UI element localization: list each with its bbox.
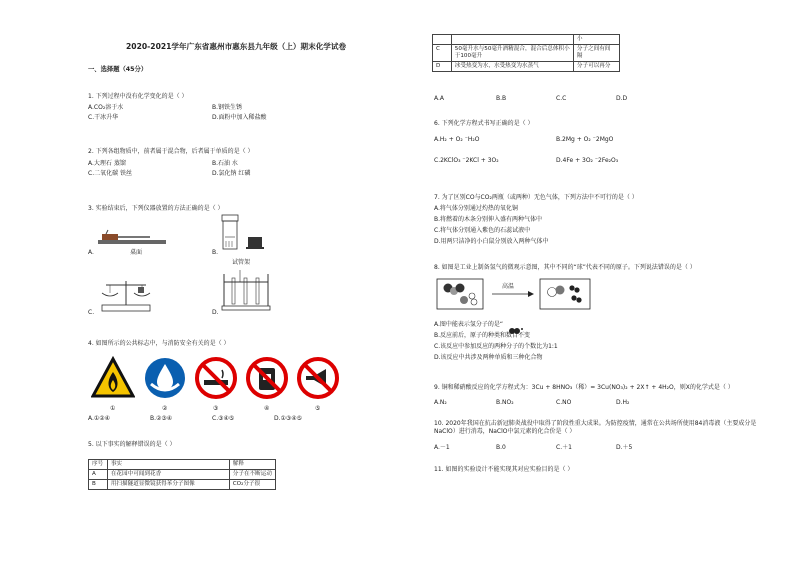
q2-option-d[interactable]: D.氯化钠 红磷	[212, 170, 251, 177]
q8-arrow-label: 高温	[502, 283, 515, 290]
q6-option-a[interactable]: A.H₂ + O₂ ⁻H₂O	[434, 136, 480, 143]
q8-option-a[interactable]: A.图中能表示氢分子的是“	[434, 321, 504, 328]
table-header-cell: 解释	[229, 460, 275, 470]
q10-option-a[interactable]: A.－1	[434, 444, 450, 451]
right-column	[432, 0, 762, 562]
q6-option-b[interactable]: B.2Mg + O₂ ⁻2MgO	[556, 136, 614, 143]
q3-label-rack: 试管架	[232, 259, 251, 266]
q4-stem: 4. 如图所示的公共标志中，与消防安全有关的是（ ）	[88, 340, 230, 347]
table-row	[89, 480, 276, 490]
table-cell: 用扫描隧道显微镜获得苯分子图像	[107, 480, 229, 490]
q10-option-d[interactable]: D.＋5	[616, 444, 633, 451]
q3-label-desk: 桌面	[130, 249, 143, 256]
q9-option-a[interactable]: A.N₂	[434, 399, 447, 406]
q3-figure-b	[220, 213, 270, 259]
q7-option-c[interactable]: C.将气体分别通入紫色的石蕊试液中	[434, 227, 531, 234]
table-cell: 分子可以再分	[573, 62, 619, 72]
q1-option-b[interactable]: B.钢铁生锈	[212, 104, 243, 111]
q6-stem: 6. 下列化学方程式书写正确的是（ ）	[434, 120, 534, 127]
table-header-row	[89, 460, 276, 470]
table-cell: B	[89, 480, 108, 490]
q2-stem: 2. 下列各组物质中，前者属于混合物，后者属于单质的是（ ）	[88, 148, 254, 155]
q1-option-d[interactable]: D.面粉中加入稀盐酸	[212, 114, 267, 121]
sign-number-5: ⑤	[315, 405, 321, 412]
sign-number-3: ③	[213, 405, 219, 412]
q3-option-a[interactable]: A.	[88, 249, 94, 256]
table-cell: A	[89, 470, 108, 480]
q4-option-c[interactable]: C.③④⑤	[212, 415, 235, 422]
q8-reaction-diagram	[436, 278, 616, 314]
q7-option-b[interactable]: B.将燃着的木条分别伸入盛有两种气体中	[434, 216, 543, 223]
table-row	[433, 62, 620, 72]
q8-option-c[interactable]: C.该反应中参加反应的两种分子的个数比为1:1	[434, 343, 558, 350]
table-cell: 分子之间有间隔	[573, 45, 619, 62]
q1-option-a[interactable]: A.CO₂溶于水	[88, 104, 124, 111]
q10-stem: 10. 2020年我国在抗击新冠肺炎战役中取得了阶段性重大成果。为防控疫情，通常在公共场所使用84消毒液（主要成分是NaClO）进行消毒，NaClO中氯元素的化合价是（ ）	[434, 420, 757, 435]
section-heading: 一、选择题（45分）	[88, 66, 148, 73]
table-header-cell: 事实	[107, 460, 229, 470]
q5-option-a[interactable]: A.A	[434, 95, 445, 102]
table-cell	[433, 35, 452, 45]
sign-number-4: ④	[264, 405, 270, 412]
table-cell: 小	[573, 35, 619, 45]
table-row	[89, 470, 276, 480]
table-cell: D	[433, 62, 452, 72]
table-cell: 分子在不断运动	[229, 470, 275, 480]
no-horn-sign-icon	[296, 356, 340, 400]
q9-stem: 9. 铜和稀硝酸反应的化学方程式为：3Cu + 8HNO₃（稀）= 3Cu(NO₃)₂ + 2X↑ + 4H₂O，则X的化学式是（ ）	[434, 384, 734, 391]
q3-figure-d	[220, 268, 272, 316]
q3-option-d[interactable]: D.	[212, 309, 219, 316]
sign-number-2: ②	[162, 405, 168, 412]
q7-option-d[interactable]: D.用两只洁净的小白鼠分别放入两种气体中	[434, 238, 549, 245]
no-flammables-sign-icon	[245, 356, 289, 400]
table-cell	[451, 35, 573, 45]
q9-option-c[interactable]: C.NO	[556, 399, 572, 406]
q5-option-b[interactable]: B.B	[496, 95, 507, 102]
q2-option-c[interactable]: C.二氧化碳 铁丝	[88, 170, 133, 177]
table-cell: CO₂分子很	[229, 480, 275, 490]
q4-option-d[interactable]: D.①③④⑤	[274, 415, 303, 422]
exam-title: 2020-2021学年广东省惠州市惠东县九年级（上）期末化学试卷	[126, 42, 347, 51]
q5-option-d[interactable]: D.D	[616, 95, 628, 102]
q5-option-c[interactable]: C.C	[556, 95, 567, 102]
q4-option-b[interactable]: B.②③④	[150, 415, 173, 422]
q1-stem: 1. 下列过程中没有化学变化的是（ ）	[88, 93, 188, 100]
table-cell: 在花园中可闻到花香	[107, 470, 229, 480]
left-column	[86, 0, 408, 562]
q8-option-d[interactable]: D.该反应中共涉及两种单质和三种化合物	[434, 354, 543, 361]
q7-stem: 7. 为了区别CO与CO₂两瓶（或两种）无色气体，下列方法中不可行的是（ ）	[434, 194, 638, 201]
q1-option-c[interactable]: C.干冰升华	[88, 114, 119, 121]
q11-stem: 11. 如图的实验设计不能实现其对应实验目的是（ ）	[434, 466, 574, 473]
q3-figure-c	[98, 275, 154, 317]
q3-stem: 3. 实验结束后，下列仪器放置的方法正确的是（ ）	[88, 205, 224, 212]
q6-option-c[interactable]: C.2KClO₃ ⁻2KCl + 3O₂	[434, 157, 499, 164]
table-header-cell: 序号	[89, 460, 108, 470]
q5-table-continued	[432, 34, 620, 72]
water-saving-sign-icon	[143, 356, 187, 400]
q4-option-a[interactable]: A.①②④	[88, 415, 111, 422]
q7-option-a[interactable]: A.将气体分别通过灼热的氧化铜	[434, 205, 518, 212]
q5-stem: 5. 以下事实的解释错误的是（ ）	[88, 441, 176, 448]
q3-option-c[interactable]: C.	[88, 309, 95, 316]
q10-option-b[interactable]: B.0	[496, 444, 506, 451]
table-row	[433, 45, 620, 62]
q8-option-b[interactable]: B.反应前后，原子的种类和数目不变	[434, 332, 531, 339]
q10-option-c[interactable]: C.＋1	[556, 444, 572, 451]
table-row	[433, 35, 620, 45]
table-cell: C	[433, 45, 452, 62]
q5-table	[88, 459, 276, 490]
q2-option-b[interactable]: B.石油 水	[212, 160, 238, 167]
q9-option-d[interactable]: D.H₂	[616, 399, 630, 406]
q3-option-b[interactable]: B.	[212, 249, 219, 256]
q8-stem: 8. 如图是工业上制备氢气的微观示意图，其中不同的“球”代表不同的原子。下列说法错误的是（ ）	[434, 264, 696, 271]
table-cell: 50毫升水与50毫升酒精混合，混合后总体积小于100毫升	[451, 45, 573, 62]
fire-hazard-sign-icon	[91, 356, 135, 400]
sign-number-1: ①	[110, 405, 116, 412]
q6-option-d[interactable]: D.4Fe + 3O₂ ⁻2Fe₂O₃	[556, 157, 619, 164]
q9-option-b[interactable]: B.NO₂	[496, 399, 514, 406]
q2-option-a[interactable]: A.大理石 蒸馏	[88, 160, 126, 167]
table-cell: 冰受热变为水，水受热变为水蒸气	[451, 62, 573, 72]
no-smoking-sign-icon	[194, 356, 238, 400]
